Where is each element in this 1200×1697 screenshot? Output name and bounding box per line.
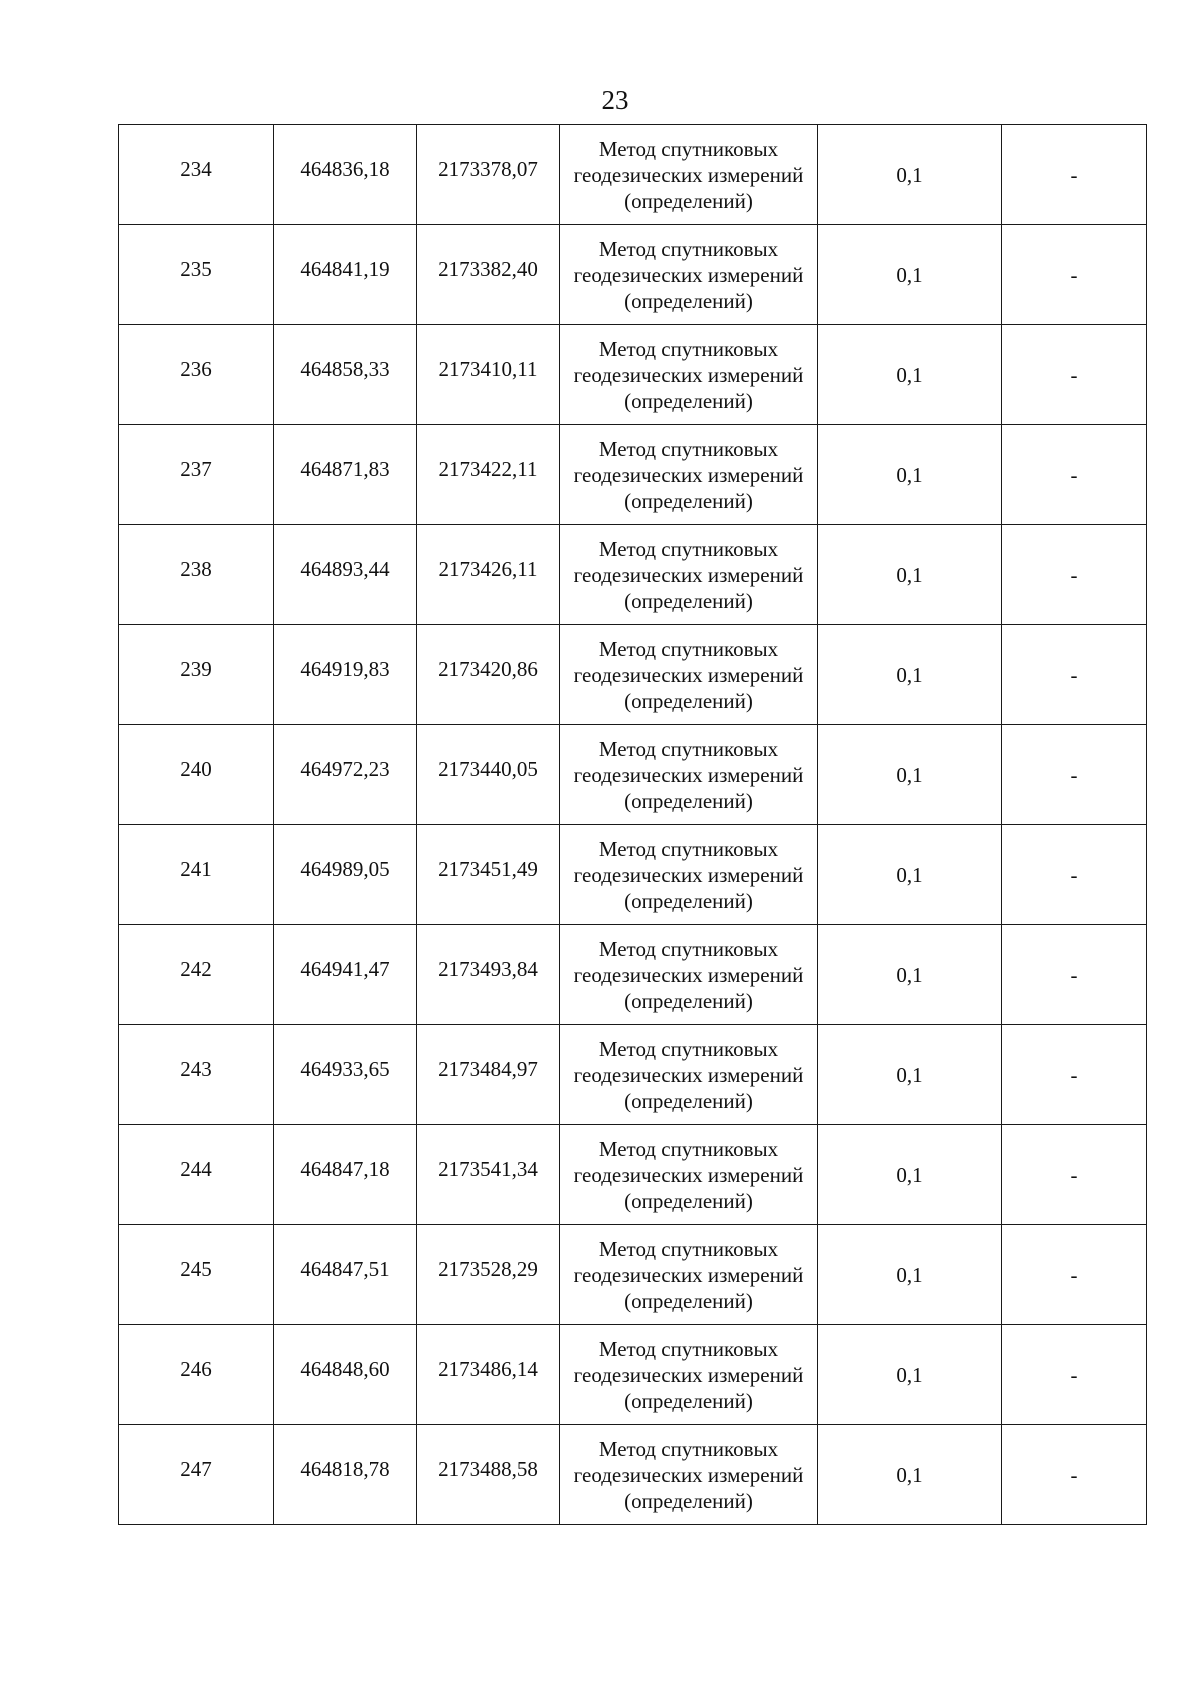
precision-cell (818, 825, 1002, 925)
note-cell-text: - (1070, 762, 1078, 787)
method-cell (560, 925, 818, 1025)
point-number-cell (119, 625, 274, 725)
point-number-cell (119, 1125, 274, 1225)
precision-cell (818, 625, 1002, 725)
table-row (119, 525, 1147, 625)
method-cell (560, 1325, 818, 1425)
table-row (119, 925, 1147, 1025)
note-cell (1002, 425, 1147, 525)
method-cell (560, 125, 818, 225)
table-row (119, 325, 1147, 425)
precision-cell-text: 0,1 (896, 1462, 923, 1487)
method-line: (определений) (624, 388, 753, 413)
method-line: Метод спутниковых (598, 836, 779, 861)
y-coordinate-cell-text: 2173382,40 (438, 256, 538, 281)
table-row (119, 225, 1147, 325)
method-cell (560, 1125, 818, 1225)
precision-cell (818, 925, 1002, 1025)
y-coordinate-cell-text: 2173440,05 (438, 756, 538, 781)
precision-cell (818, 1325, 1002, 1425)
point-number-cell (119, 1025, 274, 1125)
table-row (119, 1125, 1147, 1225)
precision-cell-text: 0,1 (896, 662, 923, 687)
y-coordinate-cell-text: 2173528,29 (438, 1256, 538, 1281)
method-cell (560, 1025, 818, 1125)
x-coordinate-cell (274, 1125, 417, 1225)
x-coordinate-cell-text: 464841,19 (300, 256, 390, 281)
precision-cell-text: 0,1 (896, 1262, 923, 1287)
method-line: Метод спутниковых (598, 536, 779, 561)
point-number-cell-text: 246 (180, 1356, 212, 1381)
y-coordinate-cell (417, 425, 560, 525)
precision-cell (818, 325, 1002, 425)
note-cell (1002, 1125, 1147, 1225)
method-line: (определений) (624, 1088, 753, 1113)
y-coordinate-cell-text: 2173488,58 (438, 1456, 538, 1481)
point-number-cell-text: 247 (180, 1456, 212, 1481)
y-coordinate-cell (417, 1025, 560, 1125)
method-line: (определений) (624, 1388, 753, 1413)
x-coordinate-cell-text: 464847,18 (300, 1156, 390, 1181)
note-cell-text: - (1070, 1062, 1078, 1087)
precision-cell (818, 725, 1002, 825)
point-number-cell-text: 242 (180, 956, 212, 981)
method-line: Метод спутниковых (598, 1336, 779, 1361)
method-line: геодезических измерений (573, 962, 804, 987)
x-coordinate-cell (274, 1025, 417, 1125)
precision-cell-text: 0,1 (896, 562, 923, 587)
point-number-cell-text: 234 (180, 156, 212, 181)
x-coordinate-cell (274, 925, 417, 1025)
x-coordinate-cell (274, 1225, 417, 1325)
x-coordinate-cell-text: 464848,60 (300, 1356, 390, 1381)
note-cell (1002, 825, 1147, 925)
precision-cell-text: 0,1 (896, 1362, 923, 1387)
method-line: (определений) (624, 988, 753, 1013)
y-coordinate-cell-text: 2173378,07 (438, 156, 538, 181)
x-coordinate-cell-text: 464919,83 (300, 656, 390, 681)
method-cell (560, 425, 818, 525)
precision-cell-text: 0,1 (896, 1162, 923, 1187)
method-line: геодезических измерений (573, 1462, 804, 1487)
method-line: (определений) (624, 1488, 753, 1513)
method-line: геодезических измерений (573, 1162, 804, 1187)
point-number-cell (119, 225, 274, 325)
point-number-cell-text: 236 (180, 356, 212, 381)
note-cell-text: - (1070, 1462, 1078, 1487)
y-coordinate-cell (417, 1325, 560, 1425)
method-line: (определений) (624, 1288, 753, 1313)
method-line: (определений) (624, 288, 753, 313)
note-cell (1002, 1425, 1147, 1525)
note-cell (1002, 325, 1147, 425)
note-cell (1002, 625, 1147, 725)
table-row (119, 1425, 1147, 1525)
note-cell-text: - (1070, 662, 1078, 687)
precision-cell-text: 0,1 (896, 862, 923, 887)
method-line: (определений) (624, 1188, 753, 1213)
method-line: (определений) (624, 688, 753, 713)
x-coordinate-cell-text: 464989,05 (300, 856, 390, 881)
method-line: Метод спутниковых (598, 1436, 779, 1461)
note-cell-text: - (1070, 1262, 1078, 1287)
y-coordinate-cell (417, 125, 560, 225)
y-coordinate-cell (417, 1125, 560, 1225)
y-coordinate-cell (417, 325, 560, 425)
y-coordinate-cell (417, 725, 560, 825)
coordinates-table (118, 124, 1147, 1525)
point-number-cell (119, 825, 274, 925)
method-line: геодезических измерений (573, 1062, 804, 1087)
method-line: (определений) (624, 888, 753, 913)
y-coordinate-cell-text: 2173420,86 (438, 656, 538, 681)
y-coordinate-cell-text: 2173451,49 (438, 856, 538, 881)
x-coordinate-cell-text: 464847,51 (300, 1256, 390, 1281)
note-cell-text: - (1070, 962, 1078, 987)
note-cell (1002, 725, 1147, 825)
precision-cell-text: 0,1 (896, 762, 923, 787)
precision-cell (818, 1025, 1002, 1125)
precision-cell (818, 1125, 1002, 1225)
method-line: геодезических измерений (573, 862, 804, 887)
y-coordinate-cell (417, 625, 560, 725)
note-cell (1002, 525, 1147, 625)
x-coordinate-cell-text: 464972,23 (300, 756, 390, 781)
method-line: геодезических измерений (573, 1262, 804, 1287)
note-cell (1002, 1025, 1147, 1125)
method-line: геодезических измерений (573, 662, 804, 687)
x-coordinate-cell-text: 464818,78 (300, 1456, 390, 1481)
table-row (119, 125, 1147, 225)
x-coordinate-cell (274, 125, 417, 225)
x-coordinate-cell (274, 325, 417, 425)
note-cell (1002, 125, 1147, 225)
x-coordinate-cell-text: 464858,33 (300, 356, 390, 381)
method-line: Метод спутниковых (598, 1136, 779, 1161)
x-coordinate-cell (274, 1425, 417, 1525)
coordinates-table-body (119, 125, 1147, 1525)
x-coordinate-cell (274, 625, 417, 725)
method-line: Метод спутниковых (598, 236, 779, 261)
note-cell (1002, 1325, 1147, 1425)
table-row (119, 625, 1147, 725)
y-coordinate-cell (417, 825, 560, 925)
precision-cell-text: 0,1 (896, 1062, 923, 1087)
method-line: Метод спутниковых (598, 136, 779, 161)
point-number-cell-text: 235 (180, 256, 212, 281)
method-line: геодезических измерений (573, 362, 804, 387)
method-line: Метод спутниковых (598, 1036, 779, 1061)
note-cell-text: - (1070, 262, 1078, 287)
x-coordinate-cell (274, 725, 417, 825)
point-number-cell (119, 525, 274, 625)
point-number-cell (119, 725, 274, 825)
y-coordinate-cell-text: 2173486,14 (438, 1356, 538, 1381)
method-line: геодезических измерений (573, 262, 804, 287)
method-line: геодезических измерений (573, 562, 804, 587)
precision-cell-text: 0,1 (896, 362, 923, 387)
table-row (119, 1025, 1147, 1125)
table-row (119, 1325, 1147, 1425)
precision-cell-text: 0,1 (896, 462, 923, 487)
method-line: Метод спутниковых (598, 1236, 779, 1261)
method-line: геодезических измерений (573, 462, 804, 487)
method-line: Метод спутниковых (598, 636, 779, 661)
y-coordinate-cell (417, 225, 560, 325)
x-coordinate-cell-text: 464871,83 (300, 456, 390, 481)
point-number-cell (119, 125, 274, 225)
method-line: (определений) (624, 788, 753, 813)
table-row (119, 1225, 1147, 1325)
x-coordinate-cell (274, 425, 417, 525)
y-coordinate-cell (417, 925, 560, 1025)
point-number-cell-text: 245 (180, 1256, 212, 1281)
method-cell (560, 225, 818, 325)
note-cell (1002, 225, 1147, 325)
point-number-cell-text: 241 (180, 856, 212, 881)
method-line: геодезических измерений (573, 162, 804, 187)
page-number: 23 (601, 85, 629, 115)
y-coordinate-cell-text: 2173426,11 (438, 556, 538, 581)
x-coordinate-cell-text: 464893,44 (300, 556, 390, 581)
point-number-cell (119, 925, 274, 1025)
note-cell-text: - (1070, 462, 1078, 487)
precision-cell-text: 0,1 (896, 262, 923, 287)
method-cell (560, 1225, 818, 1325)
table-row (119, 725, 1147, 825)
method-line: Метод спутниковых (598, 436, 779, 461)
y-coordinate-cell-text: 2173484,97 (438, 1056, 538, 1081)
method-cell (560, 525, 818, 625)
x-coordinate-cell-text: 464836,18 (300, 156, 390, 181)
y-coordinate-cell-text: 2173410,11 (438, 356, 538, 381)
note-cell-text: - (1070, 562, 1078, 587)
point-number-cell (119, 425, 274, 525)
precision-cell-text: 0,1 (896, 962, 923, 987)
point-number-cell (119, 1425, 274, 1525)
x-coordinate-cell (274, 225, 417, 325)
precision-cell-text: 0,1 (896, 162, 923, 187)
note-cell-text: - (1070, 862, 1078, 887)
point-number-cell-text: 238 (180, 556, 212, 581)
table-row (119, 425, 1147, 525)
method-line: (определений) (624, 488, 753, 513)
note-cell-text: - (1070, 362, 1078, 387)
method-cell (560, 625, 818, 725)
y-coordinate-cell (417, 525, 560, 625)
method-cell (560, 725, 818, 825)
point-number-cell-text: 239 (180, 656, 212, 681)
y-coordinate-cell-text: 2173541,34 (438, 1156, 538, 1181)
method-line: геодезических измерений (573, 762, 804, 787)
note-cell (1002, 1225, 1147, 1325)
point-number-cell-text: 243 (180, 1056, 212, 1081)
precision-cell (818, 525, 1002, 625)
note-cell-text: - (1070, 1362, 1078, 1387)
precision-cell (818, 225, 1002, 325)
point-number-cell-text: 244 (180, 1156, 212, 1181)
point-number-cell-text: 240 (180, 756, 212, 781)
y-coordinate-cell (417, 1225, 560, 1325)
method-line: геодезических измерений (573, 1362, 804, 1387)
x-coordinate-cell (274, 525, 417, 625)
method-line: (определений) (624, 588, 753, 613)
method-line: Метод спутниковых (598, 936, 779, 961)
y-coordinate-cell (417, 1425, 560, 1525)
y-coordinate-cell-text: 2173493,84 (438, 956, 538, 981)
note-cell-text: - (1070, 1162, 1078, 1187)
precision-cell (818, 125, 1002, 225)
point-number-cell (119, 1225, 274, 1325)
method-line: Метод спутниковых (598, 736, 779, 761)
x-coordinate-cell-text: 464941,47 (300, 956, 390, 981)
method-line: (определений) (624, 188, 753, 213)
method-cell (560, 325, 818, 425)
precision-cell (818, 1225, 1002, 1325)
point-number-cell-text: 237 (180, 456, 212, 481)
note-cell-text: - (1070, 162, 1078, 187)
x-coordinate-cell (274, 825, 417, 925)
x-coordinate-cell-text: 464933,65 (300, 1056, 390, 1081)
table-row (119, 825, 1147, 925)
method-cell (560, 1425, 818, 1525)
note-cell (1002, 925, 1147, 1025)
point-number-cell (119, 1325, 274, 1425)
precision-cell (818, 1425, 1002, 1525)
method-cell (560, 825, 818, 925)
precision-cell (818, 425, 1002, 525)
method-line: Метод спутниковых (598, 336, 779, 361)
point-number-cell (119, 325, 274, 425)
x-coordinate-cell (274, 1325, 417, 1425)
y-coordinate-cell-text: 2173422,11 (438, 456, 538, 481)
